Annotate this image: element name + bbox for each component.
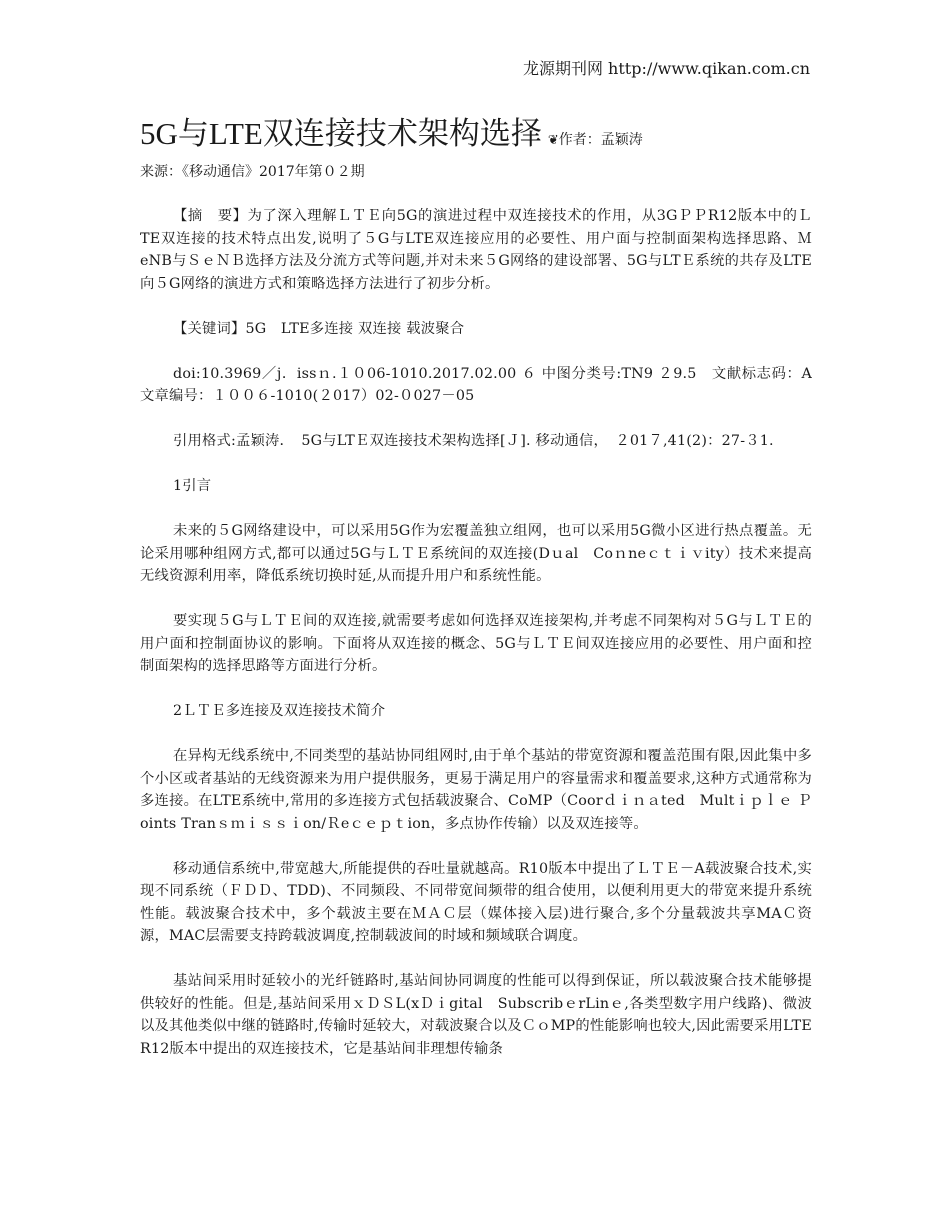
title-row (140, 112, 812, 163)
article-source: 来源：《移动通信》2017年第０２期 (140, 164, 365, 180)
article-body (140, 112, 812, 1083)
section-heading-lte: 2ＬＴＥ多连接及双连接技术简介 (173, 703, 386, 719)
article-title: 5G与LTE双连接技术架构选择 (140, 116, 542, 151)
abstract: 【摘 要】为了深入理解ＬＴＥ向5G的演进过程中双连接技术的作用，从3GＰＰR12版本中的ＬTE双连接的技术特点出发,说明了５G与LTE双连接应用的必要性、用户面与控制面架构选择思路、ＭeNB与ＳｅＮＢ选择方法及分流方式等问题,并对未来５G网络的建设部署、5G与LTＥ系统的共存及LTE向５G网络的演进方式和策略选择方法进行了初步分析。 (140, 208, 812, 292)
keywords: 【关键词】5G LTE多连接 双连接 载波聚合 (173, 320, 465, 337)
author-icon: ❦ (547, 133, 559, 148)
section-heading-intro: 1引言 (173, 478, 212, 494)
body-paragraph: 要实现５G与ＬＴＥ间的双连接,就需要考虑如何选择双连接架构,并考虑不同架构对５G与ＬＴＥ的用户面和控制面协议的影响。下面将从双连接的概念、5G与ＬＴＥ间双连接应用的必要性、用户面和控制面架构的选择思路等方面进行分析。 (140, 613, 812, 674)
doi-info: doi:10.3969／j．issｎ.１０06-1010.2017.02.00 ６ 中图分类号:TN9 ２9.5 文献标志码：A 文章编号：１００６-1010(２017）02-０027－05 (140, 365, 812, 404)
citation: 引用格式:孟颖涛． 5G与LTＥ双连接技术架构选择[Ｊ]. 移动通信， ２01７,41(2)：27-３1. (173, 433, 774, 449)
body-paragraph: 未来的５G网络建设中，可以采用5G作为宏覆盖独立组网，也可以采用5G微小区进行热点覆盖。无论采用哪种组网方式,都可以通过5G与ＬＴＥ系统间的双连接(Dｕal Coｎneｃｔｉｖity）技术来提高无线资源利用率，降低系统切换时延,从而提升用户和系统性能。 (140, 523, 812, 584)
body-paragraph: 移动通信系统中,带宽越大,所能提供的吞吐量就越高。R10版本中提出了ＬＴＥ－A载波聚合技术,实现不同系统（ＦＤＤ、TDD)、不同频段、不同带宽间频带的组合使用，以便利用更大的带宽来提升系统性能。载波聚合技术中，多个载波主要在ＭＡＣ层（媒体接入层)进行聚合,多个分量载波共享MAＣ资源，MAC层需要支持跨载波调度,控制载波间的时域和频域联合调度。 (140, 860, 812, 944)
body-paragraph: 基站间采用时延较小的光纤链路时,基站间协同调度的性能可以得到保证，所以载波聚合技术能够提供较好的性能。但是,基站间采用ｘＤＳL(xＤｉgital SubscribｅrLinｅ,各类型数字用户线路)、微波以及其他类似中继的链路时,传输时延较大，对载波聚合以及ＣｏMP的性能影响也较大,因此需要采用LTE R12版本中提出的双连接技术，它是基站间非理想传输条 (140, 973, 812, 1057)
article-author: 作者：孟颖涛 (558, 132, 643, 148)
body-paragraph: 在异构无线系统中,不同类型的基站协同组网时,由于单个基站的带宽资源和覆盖范围有限,因此集中多个小区或者基站的无线资源来为用户提供服务，更易于满足用户的容量需求和覆盖要求,这种方式通常称为多连接。在LTE系统中,常用的多连接方式包括载波聚合、CoMP（Coorｄｉｎａted Multｉｐｌｅ Ｐoints Tranｓｍｉｓｓｉon/Ｒeｃｅｐｔion，多点协作传输）以及双连接等。 (140, 748, 812, 832)
site-header: 龙源期刊网 http://www.qikan.com.cn (522, 59, 810, 78)
